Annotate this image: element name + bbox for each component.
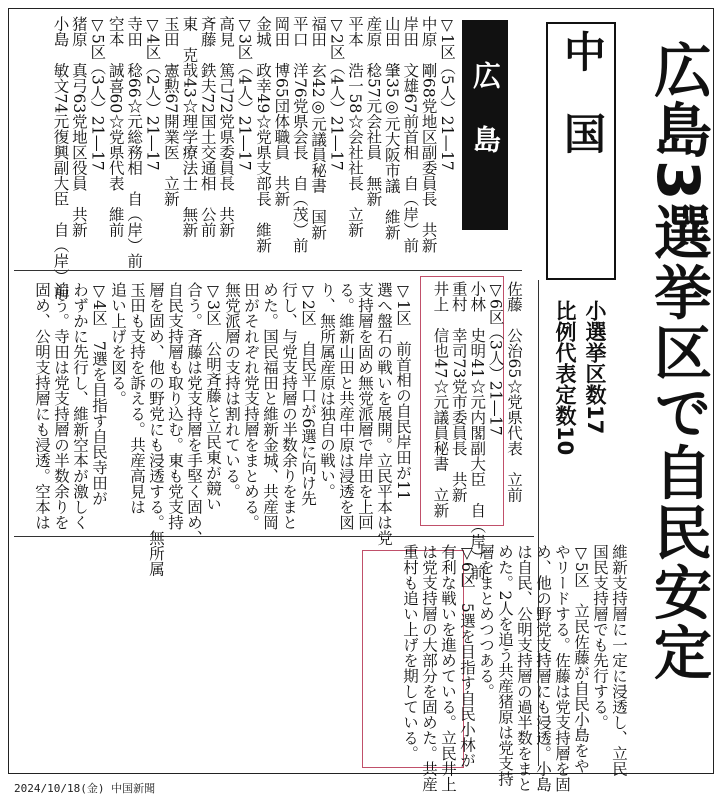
divider [14, 536, 534, 537]
prefecture-banner: 広島 [462, 20, 508, 230]
region-name: 中国 [558, 30, 607, 194]
district-seat-count: 小選挙区数17 [583, 300, 607, 435]
divider [14, 270, 522, 271]
seat-counts [550, 300, 610, 500]
analysis-text-2: 維新支持層に一定に浸透し、立民 国民支持層でも先行する。 ▽5区 立民佐藤が自民小島をや やリードする。佐藤は党支持層を固 め、他の野党支持層にも浸透。小島 は自民、公明支持層の過半数をまと めた。2人を追う共産猪原は党支持 層をまとめつつある。 ▽6区 5選を目指す自民小林が 有利な戦いを進めている。立民井上 は党支持層の大部分を固めた。共産 重村も追い上げを期している。 [401, 544, 628, 792]
pr-seat-count: 比例代表定数10 [553, 300, 577, 456]
district-6-candidate-list: 佐藤 公治65☆党県代表 立前 ▽6区（3人）21―17 小林 史明41☆元内閣副大臣 自（岸）前 重村 幸司73党市委員長 共新 井上 信也47☆元議員秘書 立新 [431, 281, 523, 580]
candidate-list: ▽1区（5人）21―17 中原 剛68党地区副委員長 共新 岸田 文雄67前首相 自（岸）前 山田 肇35◎元大阪市議 維新 産原 稔57元会社員 無新 平本 浩一58☆会社社長 立新 ▽2区（4人）21―17 福田 玄42◎元議員秘書 国新 平口 洋76党県会長 自（茂）前 岡田 博65団体職員 共新 金城 政幸49☆党県支部長 維新 ▽3区（4人）21―17 高見 篤己72党県委員長 共新 斉藤 鉄夫72国土交通相 公前 東 克哉43☆理学療法士 無新 玉田 憲勲67開業医 立新 ▽4区（2人）21―17 寺田 稔66☆元総務相 自（岸）前 空本 誠喜60☆党県代表 維前 ▽5区（3人）21―17 猪原 真弓63党地区役員 共新 小島 敏文74元復興副大臣 自（岸）前 [51, 16, 456, 300]
source-caption: 2024/10/18(金) 中国新聞 [14, 782, 156, 795]
analysis-text-1: ▽1区 前首相の自民岸田が11 選へ盤石の戦いを展開。立民平本は党 支持層を固め無党派層で岸田を上回 る。維新山田と共産中原は浸透を図 り、無所属産原は独自の戦い。 ▽2区 自民平口が6選に向け先 行し、与党支持層の半数余りをまと めた。国民福田と維新金城、共産岡 田がそれぞれ党支持層をまとめる。 無党派層の支持は割れている。 ▽3区 公明斉藤と立民東が競い 合う。斉藤は党支持層を手堅く固め、 自民支持層も取り込む。東も党支持 層を固め、他の野党にも浸透する。無所属 玉田も支持を訴える。共産高見は 追い上げを図る。 ▽4区 7選を目指す自民寺田が わずかに先行し、維新空本が激しく 追う。寺田は党支持層の半数余りを 固め、公明支持層にも浸透。空本は [33, 282, 412, 577]
headline: 広島3選挙区で自民安定 [644, 40, 712, 683]
